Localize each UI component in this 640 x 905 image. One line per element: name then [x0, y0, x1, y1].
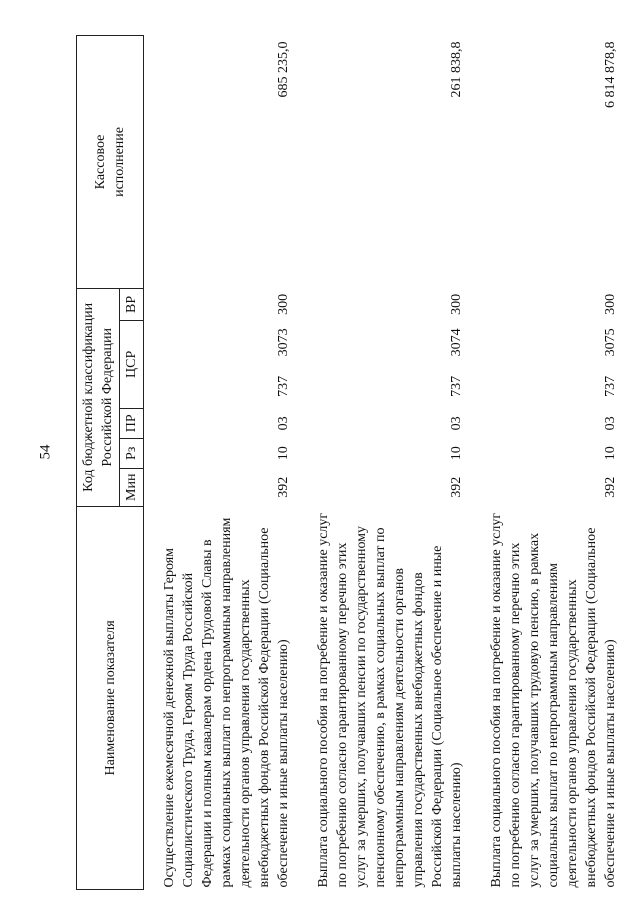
header-code-group: Код бюджетной классификации Российской Федерации	[77, 288, 120, 506]
header-amount: Кассовое исполнение	[77, 36, 144, 289]
header-min: Мин	[120, 468, 144, 506]
header-rz: Рз	[120, 438, 144, 468]
header-csr: ЦСР	[120, 320, 144, 408]
row-min: 392	[276, 476, 291, 498]
row-pr: 03	[276, 416, 291, 431]
budget-table	[76, 35, 621, 890]
row-rz: 10	[449, 446, 464, 461]
rotated-page	[76, 35, 618, 890]
table-row	[144, 36, 295, 890]
row-csr-2: 3073	[276, 328, 291, 357]
row-vr: 300	[449, 293, 464, 315]
row-pr: 03	[603, 416, 618, 431]
row-csr-1: 737	[603, 375, 618, 397]
row-name: Осуществление ежемесячной денежной выплаты Героям Социалистического Труда, Героям Труда Российской Федерации и полным кавалерам ордена Трудовой Славы в рамках социальных выплат по непрограммным направлениям деятельности органов управления государственных внебюджетных фондов Российской Федерации (Социальное обеспечение и иные выплаты населению)	[162, 517, 291, 888]
page-number: 54	[37, 444, 54, 460]
row-csr-1: 737	[449, 375, 464, 397]
row-csr-2: 3075	[603, 328, 618, 357]
row-vr: 300	[276, 293, 291, 315]
header-pr: ПР	[120, 408, 144, 438]
table-row	[294, 36, 467, 890]
row-vr: 300	[603, 293, 618, 315]
table-row	[467, 36, 621, 890]
row-csr-2: 3074	[449, 328, 464, 357]
row-amount: 685 235,0	[276, 41, 291, 98]
header-vr: ВР	[120, 288, 144, 320]
row-min: 392	[603, 476, 618, 498]
row-rz: 10	[603, 446, 618, 461]
row-pr: 03	[449, 416, 464, 431]
row-amount: 261 838,8	[449, 41, 464, 98]
row-min: 392	[449, 476, 464, 498]
row-rz: 10	[276, 446, 291, 461]
header-name: Наименование показателя	[77, 506, 144, 889]
row-name: Выплата социального пособия на погребение и оказание услуг по погребению согласно гарантированному перечню этих услуг за умерших, получавших пенсии по государственному пенсионному обеспечению, в рамках социальных выплат по непрограммным направлениям деятельности органов управления государственных внебюджетных фондов Российской Федерации (Социальное обеспечение и иные выплаты населению)	[316, 512, 464, 888]
row-name: Выплата социального пособия на погребение и оказание услуг по погребению согласно гарантированному перечню этих услуг за умерших, получавших трудовую пенсию, в рамках социальных выплат по непрограммным направлениям деятельности органов управления государственных внебюджетных фондов Российской Федерации (Социальное обеспечение и иные выплаты населению)	[489, 512, 618, 888]
row-amount: 6 814 878,8	[603, 41, 618, 108]
row-csr-1: 737	[276, 375, 291, 397]
